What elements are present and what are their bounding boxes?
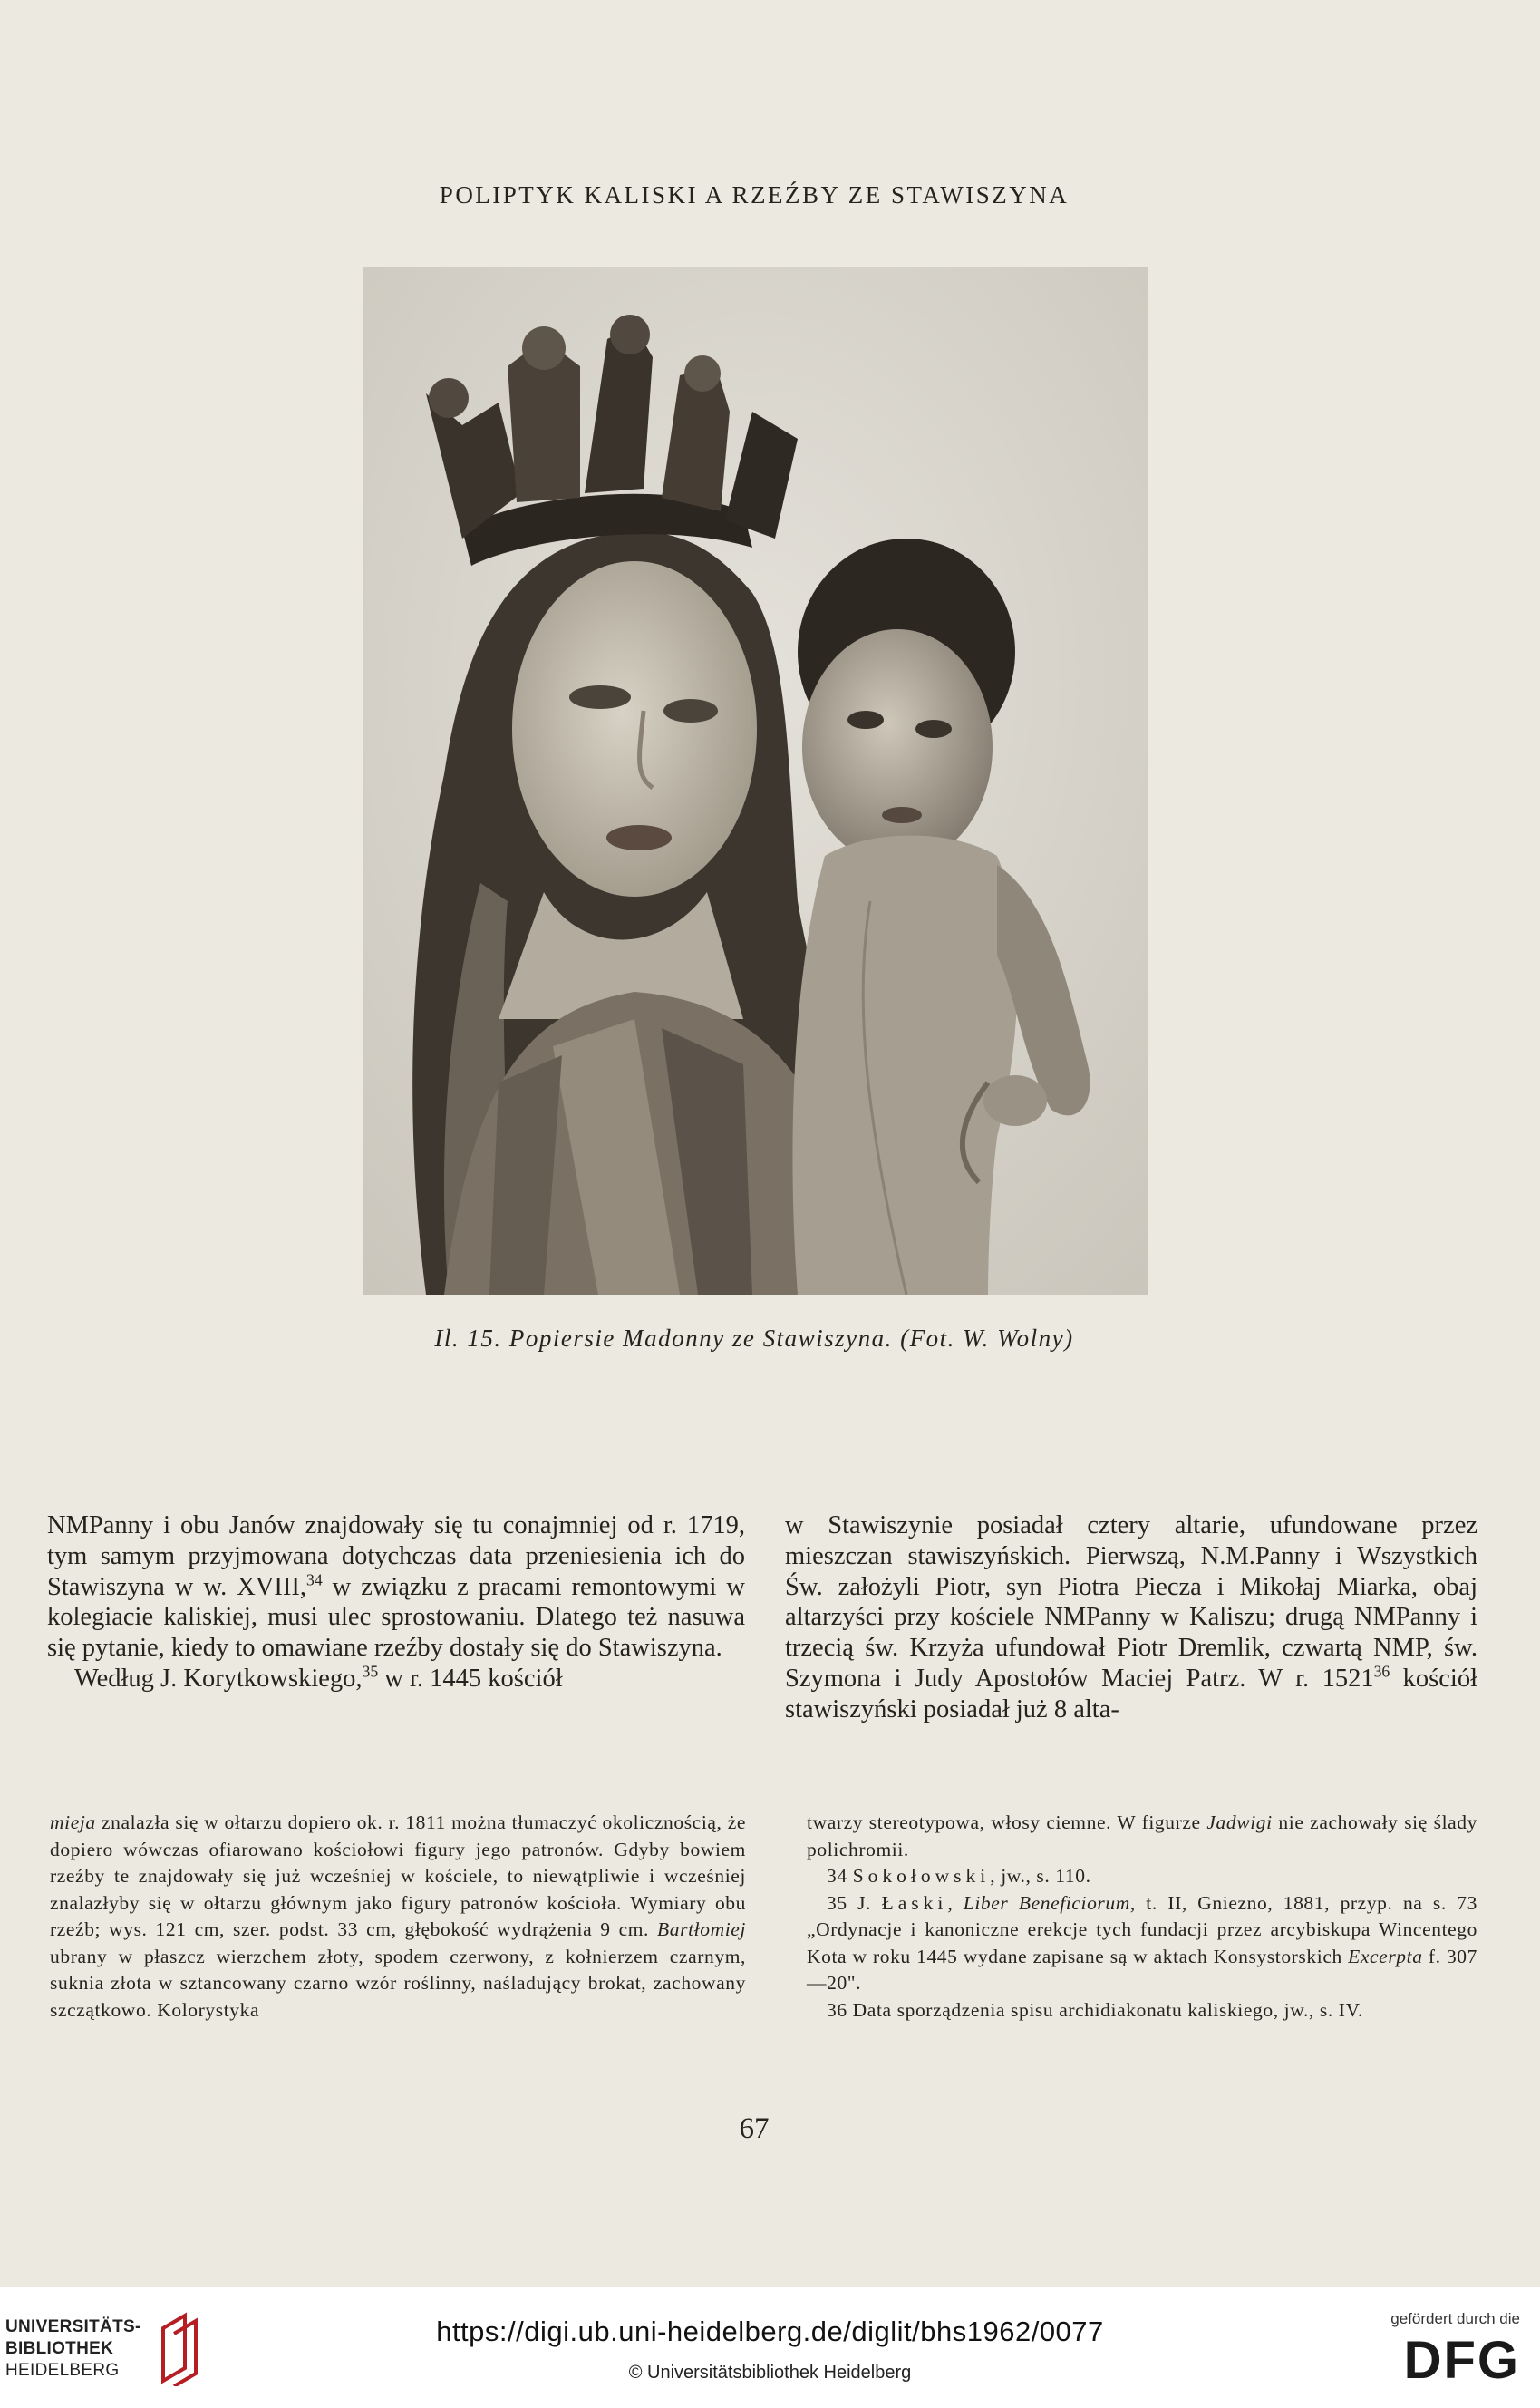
footnote-text: Data sporządzenia spisu archidiakonatu kaliskiego, jw., s. IV. xyxy=(847,1998,1363,2021)
footnote-text: , t. II, Gniezno, 1881, przyp. na s. 73 „Ordynacje i kanoniczne erekcje tych fundacji przez arcybiskupa Wincentego Kota w roku 1445 wydane zapisane są w aktach Konsystorskich xyxy=(807,1891,1478,1967)
footnote-text: J. xyxy=(857,1891,882,1914)
footnote-36 xyxy=(807,1997,1477,2024)
footnote-34 xyxy=(807,1863,1477,1890)
footnote-number: 36 xyxy=(827,1998,847,2021)
footnote-italic: mieja xyxy=(50,1811,96,1833)
footnote-number: 35 xyxy=(827,1891,847,1914)
footnote-italic: Bartłomiej xyxy=(657,1918,746,1940)
viewer-footer xyxy=(0,2287,1540,2408)
body-text-span: w Stawiszynie posiadał cztery altarie, ufundowane przez mieszczan stawiszyńskich. Pierwszą, N.M.Panny i Wszystkich Św. założyli Piotr, syn Piotra Piecza i Mikołaj Miarka, obaj altarzyści przy kościele NMPanny w Kaliszu; drugą NMPanny i trzecią św. Krzyża ufundował Piotr Dremlik, czwartą NMP, św. Szymona i Judy Apostołów Maciej Patrz. W r. 1521 xyxy=(785,1511,1477,1693)
body-text-span: w r. 1445 kościół xyxy=(378,1664,563,1693)
footnote-italic: Excerpta xyxy=(1348,1945,1423,1967)
footnote-35 xyxy=(807,1890,1477,1997)
body-text-span: Według J. Korytkowskiego, xyxy=(74,1664,363,1693)
footnotes-left-column xyxy=(50,1810,746,2024)
page-number: 67 xyxy=(739,2112,770,2145)
body-text-span: w związku z pracami remontowymi w kolegiacie kaliskiej, musi ulec sprostowaniu. Dlatego też nasuwa się pytanie, kiedy to omawiane rzeźby dostały się do Stawiszyna. xyxy=(47,1572,746,1663)
footnote-text: znalazła się w ołtarzu dopiero ok. r. 1811 można tłumaczyć okolicznością, że dopiero wówczas ofiarowano kościołowi figury jego patronów. Gdyby bowiem rzeźby te znajdowały się już wcześniej w kościele, to niewątpliwie i wcześniej znalazłyby się w ołtarzu głównym jako figury patronów kościoła. Wymiary obu rzeźb; wys. 121 cm, szer. podst. 33 cm, głębokość wydrążenia 9 cm. xyxy=(50,1811,746,1940)
footnotes-right-column xyxy=(807,1810,1477,2024)
body-text-left-column xyxy=(47,1510,745,1694)
library-logo-line: BIBLIOTHEK xyxy=(5,2339,114,2358)
footnote-text: f. 307—20". xyxy=(807,1945,1477,1994)
footnote-text: nie zachowały się ślady polichromii. xyxy=(807,1811,1477,1860)
footnote-ref-36: 36 xyxy=(1373,1662,1390,1681)
footnote-text: , jw., s. 110. xyxy=(990,1865,1091,1887)
footnote-ref-34: 34 xyxy=(305,1570,323,1589)
body-text-span: NMPanny i obu Janów znajdowały się tu conajmniej od r. 1719, tym samym przyjmowana dotychczas data przeniesienia ich do Stawiszyna w w. XVIII, xyxy=(47,1511,745,1601)
library-logo-line: HEIDELBERG xyxy=(5,2361,120,2380)
body-text-right-column xyxy=(785,1510,1477,1725)
footnote-text: , xyxy=(947,1891,964,1914)
footnote-text: ubrany w płaszcz wierzchem złoty, spodem czerwony, z kołnierzem czarnym, suknia złota w sztancowany czarno wzór roślinny, naśladujący brokat, zachowany szczątkowo. Kolorystyka xyxy=(50,1945,746,2021)
footnote-number: 34 xyxy=(827,1865,847,1887)
figure-caption: Il. 15. Popiersie Madonny ze Stawiszyna. (Fot. W. Wolny) xyxy=(434,1325,1074,1352)
library-logo-line: UNIVERSITÄTS- xyxy=(5,2317,141,2336)
funding-note: gefördert durch die xyxy=(1390,2310,1520,2327)
footnote-text: twarzy stereotypowa, włosy ciemne. W figurze xyxy=(807,1811,1207,1833)
document-url-link[interactable]: https://digi.ub.uni-heidelberg.de/diglit/bhs1962/0077 xyxy=(436,2316,1104,2347)
footnote-author: Sokołowski xyxy=(852,1865,991,1887)
madonna-photograph xyxy=(363,267,1148,1295)
running-title: POLIPTYK KALISKI A RZEŹBY ZE STAWISZYNA xyxy=(439,181,1070,209)
footnote-italic: Jadwigi xyxy=(1206,1811,1273,1833)
footnote-ref-35: 35 xyxy=(362,1662,379,1681)
footnote-continuation xyxy=(807,1810,1477,1863)
footnote-italic: Liber Beneficiorum xyxy=(963,1891,1130,1914)
footnote-author: Łaski xyxy=(881,1891,948,1914)
copyright-notice: © Universitätsbibliothek Heidelberg xyxy=(628,2363,912,2383)
dfg-logo[interactable]: DFG xyxy=(1403,2331,1520,2390)
body-text-span: kościół stawiszyński posiadał już 8 alta- xyxy=(785,1664,1477,1723)
